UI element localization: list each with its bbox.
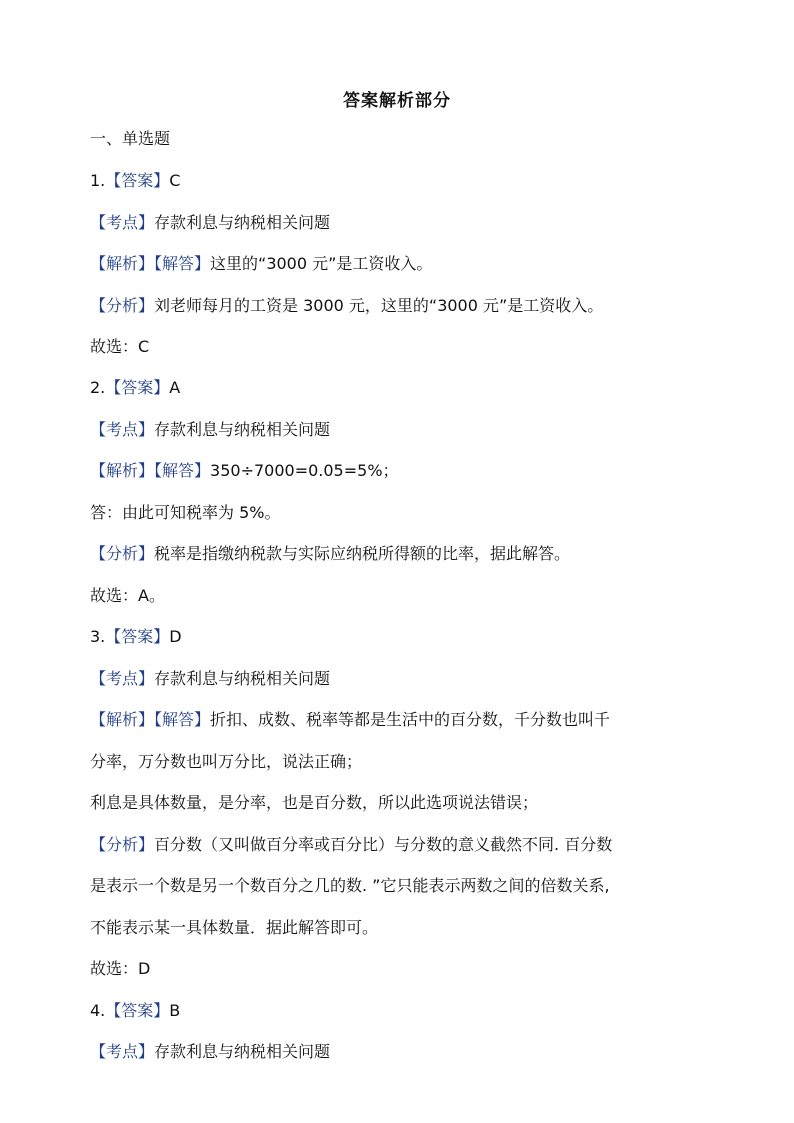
point-tag: 【考点】 [90,213,155,232]
q2-point: 存款利息与纳税相关问题 [154,420,331,439]
answer-tag: 【答案】 [105,378,170,397]
q4-answer-line [90,1000,720,1022]
q1-solution: 这里的“3000 元”是工资收入。 [210,254,433,273]
q3-solution-line-3: 利息是具体数量，是分率，也是百分数，所以此选项说法错误； [90,793,539,812]
q3-point: 存款利息与纳税相关问题 [154,669,331,688]
answer-tag: 【答案】 [105,627,170,646]
q3-reason-line-3: 不能表示某一具体数量．据此解答即可。 [90,918,379,937]
q3-choice: 故选：D [90,959,151,978]
q1-choice: 故选：C [90,337,150,356]
q1-answer: C [169,171,181,190]
q3-solution-1: 折扣、成数、税率等都是生活中的百分数，千分数也叫千 [210,710,611,729]
q2-reason-line [90,543,720,565]
reason-tag: 【分析】 [90,544,155,563]
reason-tag: 【分析】 [90,296,155,315]
q1-answer-line [90,170,720,192]
solution-tag: 【解答】 [154,254,211,273]
q3-reason-line-2: 是表示一个数是另一个数百分之几的数. ”它只能表示两数之间的倍数关系, [90,876,610,895]
q1-point-line [90,212,720,234]
q1-reason-line [90,295,720,317]
reason-tag: 【分析】 [90,835,155,854]
analysis-tag: 【解析】 [90,461,155,480]
q2-number: 2. [90,378,106,397]
answer-tag: 【答案】 [105,171,170,190]
q3-reason-line-1 [90,834,720,856]
q3-point-line [90,668,720,690]
q4-number: 4. [90,1001,106,1020]
analysis-tag: 【解析】 [90,710,155,729]
q4-answer: B [169,1001,181,1020]
point-tag: 【考点】 [90,1042,155,1061]
q1-point: 存款利息与纳税相关问题 [154,213,331,232]
q4-point-line [90,1041,720,1063]
q2-solution: 350÷7000=0.05=5%； [210,461,399,480]
q3-solution-line-2: 分率，万分数也叫万分比，说法正确； [90,752,363,771]
q3-solution-line-1 [90,709,720,731]
q2-point-line [90,419,720,441]
point-tag: 【考点】 [90,669,155,688]
q3-answer-line [90,626,720,648]
q2-answer-line [90,377,720,399]
q4-point: 存款利息与纳税相关问题 [154,1042,331,1061]
q2-answer: A [169,378,181,397]
solution-tag: 【解答】 [154,461,211,480]
q3-answer: D [169,627,182,646]
q3-number: 3. [90,627,106,646]
page-title: 答案解析部分 [343,91,451,111]
q1-solution-line [90,253,720,275]
q1-number: 1. [90,171,106,190]
q1-reason: 刘老师每月的工资是 3000 元，这里的“3000 元”是工资收入。 [154,296,604,315]
q2-choice: 故选：A。 [90,586,165,605]
analysis-tag: 【解析】 [90,254,155,273]
q3-reason-1: 百分数（又叫做百分率或百分比）与分数的意义截然不同. 百分数 [154,835,613,854]
point-tag: 【考点】 [90,420,155,439]
solution-tag: 【解答】 [154,710,211,729]
answer-tag: 【答案】 [105,1001,170,1020]
section-heading: 一、单选题 [90,129,171,148]
q2-solution-line [90,460,720,482]
q2-reason: 税率是指缴纳税款与实际应纳税所得额的比率，据此解答。 [154,544,571,563]
q2-reply: 答：由此可知税率为 5%。 [90,503,281,522]
